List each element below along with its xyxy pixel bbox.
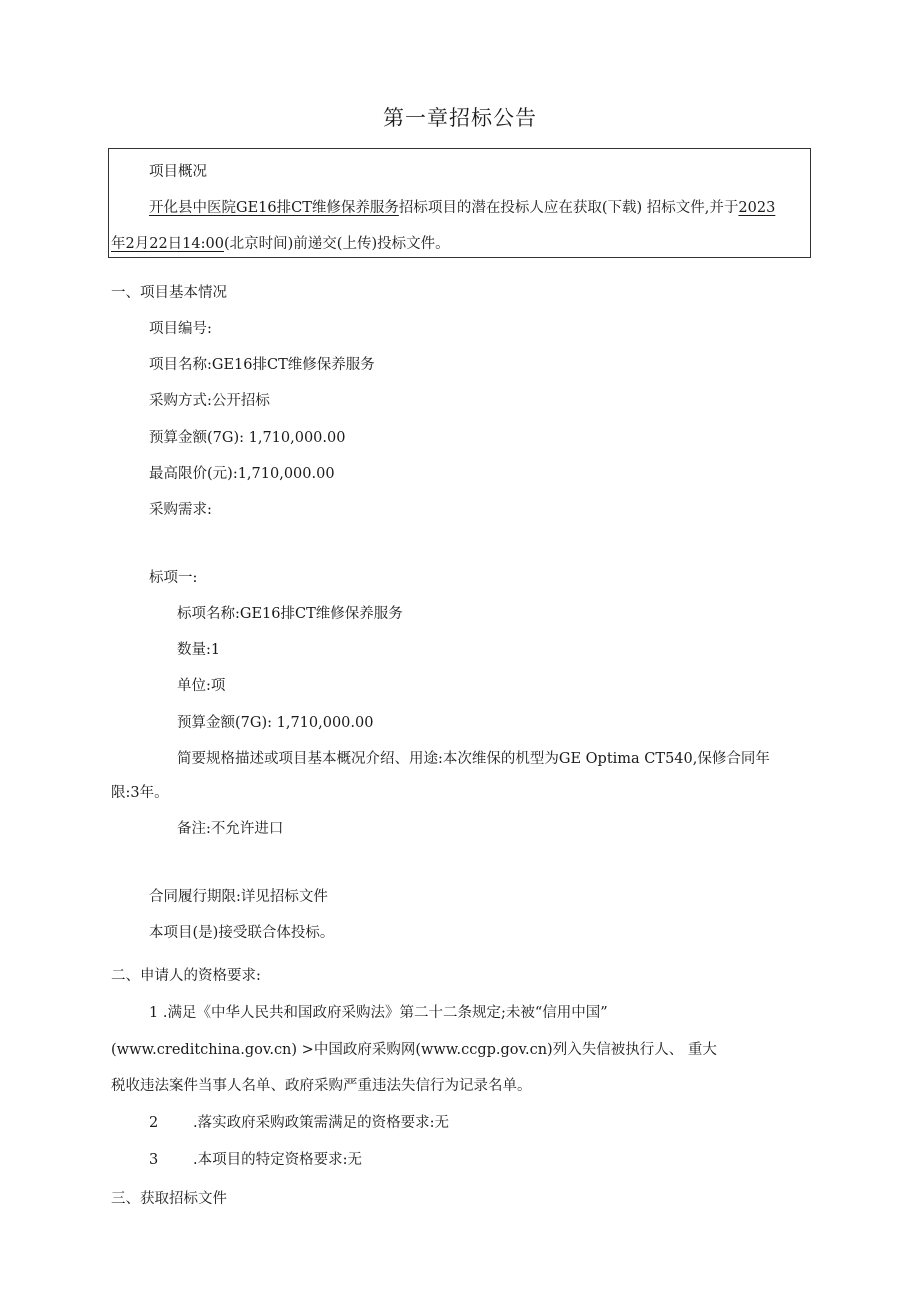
lot-description-line-1: 简要规格描述或项目基本概况介绍、用途:本次维保的机型为GE Optima CT540,保修合同年: [177, 751, 770, 767]
lot-description-line-2: 限:3年。: [111, 785, 169, 801]
page-title: 第一章招标公告: [383, 106, 537, 130]
requirement-1-line-2: (www.creditchina.gov.cn) >中国政府采购网(www.ccgp.gov.cn)列入失信被执行人、 重大: [111, 1042, 717, 1058]
section-2-heading: 二、申请人的资格要求:: [111, 968, 261, 984]
requirement-1-line-3: 税收违法案件当事人名单、政府采购严重违法失信行为记录名单。: [111, 1078, 532, 1094]
requirement-3-text: .本项目的特定资格要求:无: [193, 1152, 362, 1168]
overview-text-1: 招标项目的潜在投标人应在获取(下载) 招标文件,并于: [398, 200, 739, 216]
lot-budget: 预算金额(7G): 1,710,000.00: [177, 715, 374, 731]
lot-quantity: 数量:1: [177, 642, 221, 658]
budget-amount: 预算金额(7G): 1,710,000.00: [149, 430, 346, 446]
requirement-3-number: 3: [149, 1152, 159, 1168]
deadline-year: 2023: [738, 200, 776, 216]
requirement-2-text: .落实政府采购政策需满足的资格要求:无: [193, 1115, 449, 1131]
overview-text-2: (北京时间)前递交(上传)投标文件。: [223, 236, 450, 252]
contract-period: 合同履行期限:详见招标文件: [149, 889, 328, 905]
overview-heading: 项目概况: [149, 164, 207, 180]
procurement-demand: 采购需求:: [149, 502, 212, 518]
max-price: 最高限价(元):1,710,000.00: [149, 466, 335, 482]
lot-note: 备注:不允许进口: [177, 821, 284, 837]
lot-unit: 单位:项: [177, 678, 226, 694]
section-3-heading: 三、获取招标文件: [111, 1191, 227, 1207]
procurement-method: 采购方式:公开招标: [149, 393, 270, 409]
requirement-1-line-1: 1 .满足《中华人民共和国政府采购法》第二十二条规定;未被“信用中国”: [149, 1005, 608, 1021]
overview-line-1: [149, 198, 775, 218]
requirement-2-number: 2: [149, 1115, 159, 1131]
deadline-date: 年2月22日14:00: [111, 236, 224, 252]
project-name: 项目名称:GE16排CT维修保养服务: [149, 357, 375, 373]
overview-line-2: [111, 234, 450, 254]
consortium-statement: 本项目(是)接受联合体投标。: [149, 925, 335, 941]
lot-name: 标项名称:GE16排CT维修保养服务: [177, 606, 403, 622]
project-title-underlined: 开化县中医院GE16排CT维修保养服务: [149, 200, 399, 216]
section-1-heading: 一、项目基本情况: [111, 285, 227, 301]
lot-heading: 标项一:: [149, 570, 198, 586]
project-number: 项目编号:: [149, 321, 212, 337]
